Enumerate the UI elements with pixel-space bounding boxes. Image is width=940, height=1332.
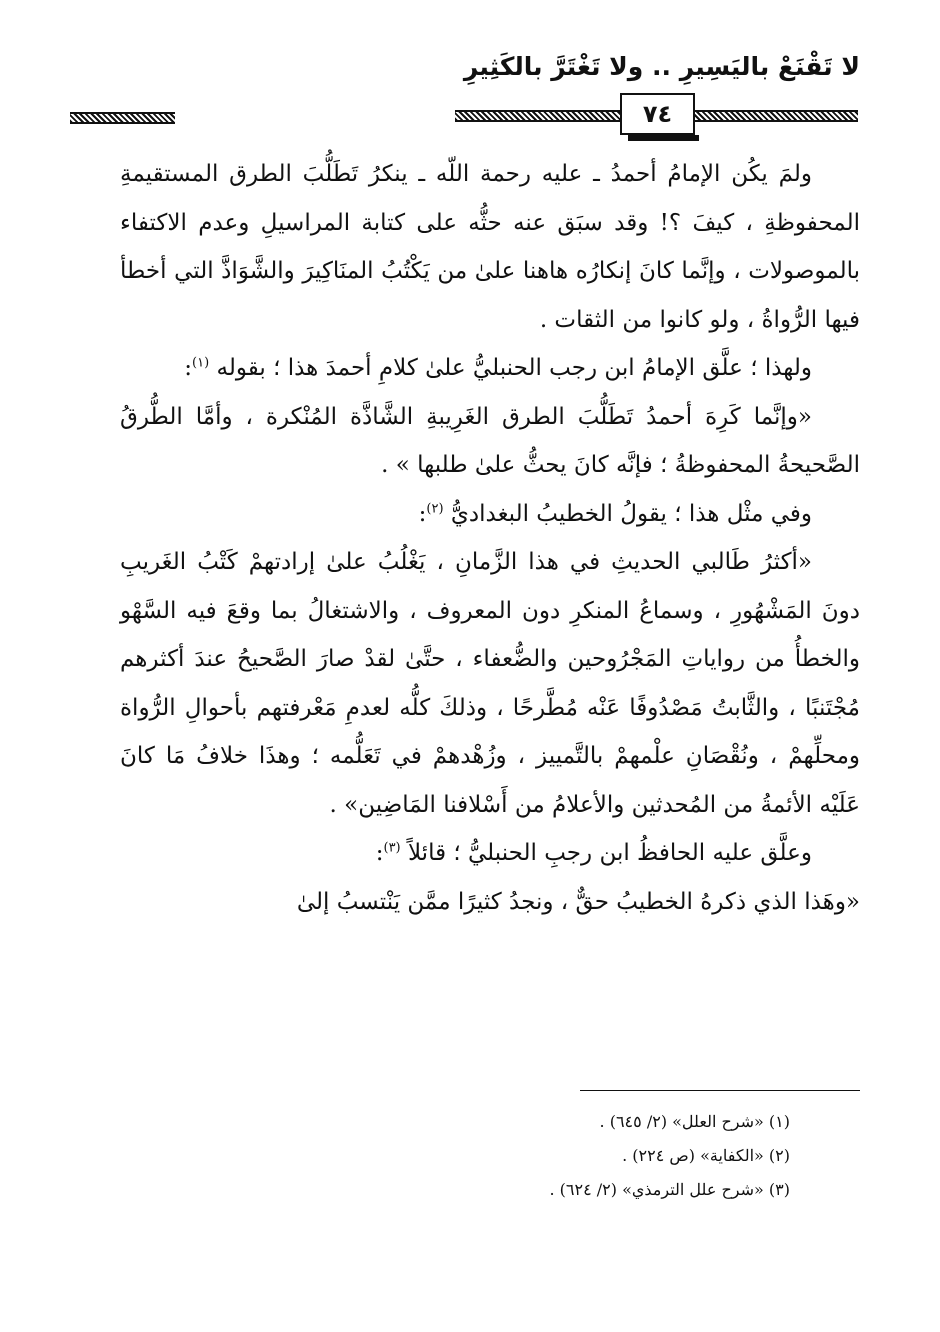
running-title: لا تَقْنَعْ باليَسِيرِ .. ولا تَغْتَرَّ بالكَثِيرِ <box>463 52 860 81</box>
quotation <box>120 878 860 927</box>
paragraph-text: وعلَّق عليه الحافظُ ابن رجبِ الحنبليُّ ؛ قائلاً <box>407 840 812 866</box>
paragraph-tail: : <box>418 500 427 527</box>
quotation <box>120 538 860 829</box>
main-text <box>120 150 860 926</box>
paragraph <box>120 344 860 393</box>
footnote-reference[interactable]: (٢) <box>426 500 444 516</box>
footnote-item: (٣) «شرح علل الترمذي» (٢/ ٦٢٤) . <box>549 1180 790 1199</box>
footnotes <box>290 1105 790 1207</box>
paragraph-text: «وهَذا الذي ذكرهُ الخطيبُ حقٌّ ، ونجدُ كثيرًا ممَّن يَنْتسبُ إلىٰ <box>296 888 860 915</box>
header-ornament-band-left <box>70 112 175 124</box>
paragraph-text: وفي مثْل هذا ؛ يقولُ الخطيبُ البغداديُّ <box>450 500 812 527</box>
paragraph-tail: : <box>184 355 193 381</box>
paragraph <box>120 490 860 539</box>
footnote-reference[interactable]: (١) <box>192 355 210 371</box>
paragraph-text: ولهذا ؛ علَّق الإمامُ ابن رجب الحنبليُّ علىٰ كلامِ أحمدَ هذا ؛ بقوله <box>216 355 812 381</box>
footnote-reference[interactable]: (٣) <box>383 840 401 856</box>
footnote-item: (١) «شرح العلل» (٢/ ٦٤٥) . <box>599 1112 790 1131</box>
paragraph-tail: : <box>375 840 384 866</box>
footnote-item: (٢) «الكفاية» (ص ٢٢٤) . <box>622 1146 790 1165</box>
paragraph-text: ولمَ يكُن الإمامُ أحمدُ ـ عليه رحمة اللّه ـ ينكرُ تَطَلُّبَ الطرق المستقيمةِ المحفوظةِ ، كيفَ ؟! وقد سبَق عنه حثُّه على كتابة المراسيلِ وعدم الاكتفاء بالموصولات ، وإنَّما كانَ إنكارُه هاهنا علىٰ من يَكْتُبُ المنَاكِيرَ والشَّوَاذَّ التي أخطأ فيها الرُّواةُ ، ولو كانوا من الثقات . <box>120 161 860 333</box>
footnote-separator <box>580 1090 860 1091</box>
paragraph-text: «وإنَّما كَرِهَ أحمدُ تَطَلُّبَ الطرق الغَرِيبةِ الشَّاذَّة المُنْكرة ، وأمَّا الطُّرقُ الصَّحيحةُ المحفوظةُ ؛ فإنَّه كانَ يحثُّ علىٰ طلبها » . <box>120 403 860 478</box>
paragraph <box>120 150 860 344</box>
quotation <box>120 393 860 490</box>
paragraph-text: «أكثرُ طَالبي الحديثِ في هذا الزَّمانِ ، يَغْلُبُ علىٰ إرادتهمْ كَتْبُ الغَريبِ دونَ المَشْهُورِ ، وسماعُ المنكرِ دون المعروف ، والاشتغالُ بما وقعَ فيه السَّهْو والخطأُ من رواياتِ المَجْرُوحين والضُّعفاء ، حتَّىٰ لقدْ صارَ الصَّحيحُ عندَ أكثرهم مُجْتَنبًا ، والثَّابتُ مَصْدُوفًا عَنْه مُطَّرحًا ، وذلكَ كلُّه لعدمِ مَعْرفتهم بأحوالِ الرُّواة ومحلِّهمْ ، ونُقْصَانِ علْمهمْ بالتَّمييز ، وزُهْدهمْ في تَعَلُّمه ؛ وهذَا خلافُ مَا كانَ عَلَيْه الأئمةُ من المُحدثين والأعلامُ من أَسْلافنا المَاضِين» . <box>120 549 860 818</box>
page-number: ٧٤ <box>620 93 695 135</box>
paragraph <box>120 829 860 878</box>
